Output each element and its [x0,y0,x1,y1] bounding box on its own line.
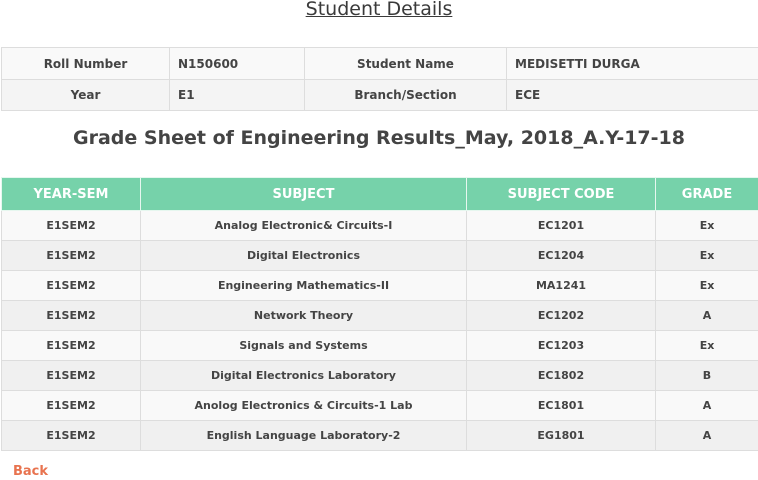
cell-subject: Signals and Systems [141,331,467,361]
branch-label: Branch/Section [305,80,507,111]
details-row-year [2,80,758,111]
cell-year-sem: E1SEM2 [2,331,141,361]
cell-subject: Anolog Electronics & Circuits-1 Lab [141,391,467,421]
cell-grade: A [656,421,758,451]
student-name-value: MEDISETTI DURGA [507,48,758,80]
header-subject-code: SUBJECT CODE [467,178,656,211]
cell-subject-code: EC1802 [467,361,656,391]
table-row [2,421,758,451]
back-link[interactable]: Back [13,464,48,480]
header-year-sem: YEAR-SEM [2,178,141,211]
cell-year-sem: E1SEM2 [2,391,141,421]
student-details-table [1,47,758,111]
cell-subject-code: EC1801 [467,391,656,421]
table-row [2,331,758,361]
cell-subject: Network Theory [141,301,467,331]
cell-year-sem: E1SEM2 [2,211,141,241]
cell-grade: Ex [656,331,758,361]
cell-subject-code: EC1202 [467,301,656,331]
cell-grade: Ex [656,211,758,241]
cell-subject-code: EC1204 [467,241,656,271]
cell-grade: A [656,301,758,331]
cell-grade: Ex [656,271,758,301]
grade-sheet-title: Grade Sheet of Engineering Results_May, 2018_A.Y-17-18 [0,125,758,151]
cell-subject: Engineering Mathematics-II [141,271,467,301]
table-row [2,211,758,241]
header-subject: SUBJECT [141,178,467,211]
cell-subject: Digital Electronics [141,241,467,271]
roll-number-value: N150600 [170,48,305,80]
table-row [2,391,758,421]
table-row [2,301,758,331]
page-title: Student Details [0,0,758,21]
header-grade: GRADE [656,178,758,211]
cell-subject-code: EC1203 [467,331,656,361]
details-row-roll [2,48,758,80]
cell-subject-code: EG1801 [467,421,656,451]
grades-header-row [2,178,758,211]
table-row [2,361,758,391]
branch-value: ECE [507,80,758,111]
cell-year-sem: E1SEM2 [2,271,141,301]
year-label: Year [2,80,170,111]
cell-grade: A [656,391,758,421]
cell-subject-code: MA1241 [467,271,656,301]
roll-number-label: Roll Number [2,48,170,80]
cell-grade: Ex [656,241,758,271]
cell-subject-code: EC1201 [467,211,656,241]
cell-year-sem: E1SEM2 [2,421,141,451]
cell-year-sem: E1SEM2 [2,361,141,391]
cell-subject: Analog Electronic& Circuits-I [141,211,467,241]
cell-year-sem: E1SEM2 [2,241,141,271]
cell-year-sem: E1SEM2 [2,301,141,331]
year-value: E1 [170,80,305,111]
cell-grade: B [656,361,758,391]
cell-subject: Digital Electronics Laboratory [141,361,467,391]
cell-subject: English Language Laboratory-2 [141,421,467,451]
table-row [2,271,758,301]
table-row [2,241,758,271]
student-name-label: Student Name [305,48,507,80]
grades-table [1,177,758,451]
